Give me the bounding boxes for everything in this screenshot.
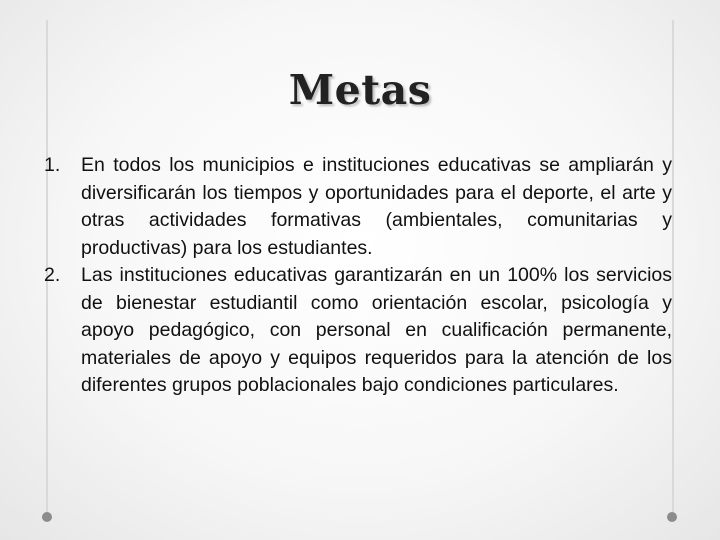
goals-list (46, 152, 672, 400)
item-number: 1. (44, 154, 61, 176)
frame-right-dot (667, 512, 677, 522)
item-number: 2. (44, 264, 61, 286)
frame-left-dot (42, 512, 52, 522)
list-item (46, 152, 672, 262)
slide-title: Metas (288, 66, 432, 114)
list-item (46, 262, 672, 400)
item-text: En todos los municipios e instituciones educativas se ampliarán y diversificarán los tiempos y oportunidades para el deporte, el arte y otras actividades formativas (ambientales, comunitarias y productivas) para los estudiantes. (81, 154, 672, 259)
item-text: Las instituciones educativas garantizarán en un 100% los servicios de bienestar estudiantil como orientación escolar, psicología y apoyo pedagógico, con personal en cualificación permanente, materiales de apoyo y equipos requeridos para la atención de los diferentes grupos poblacionales bajo condiciones particulares. (81, 264, 672, 396)
